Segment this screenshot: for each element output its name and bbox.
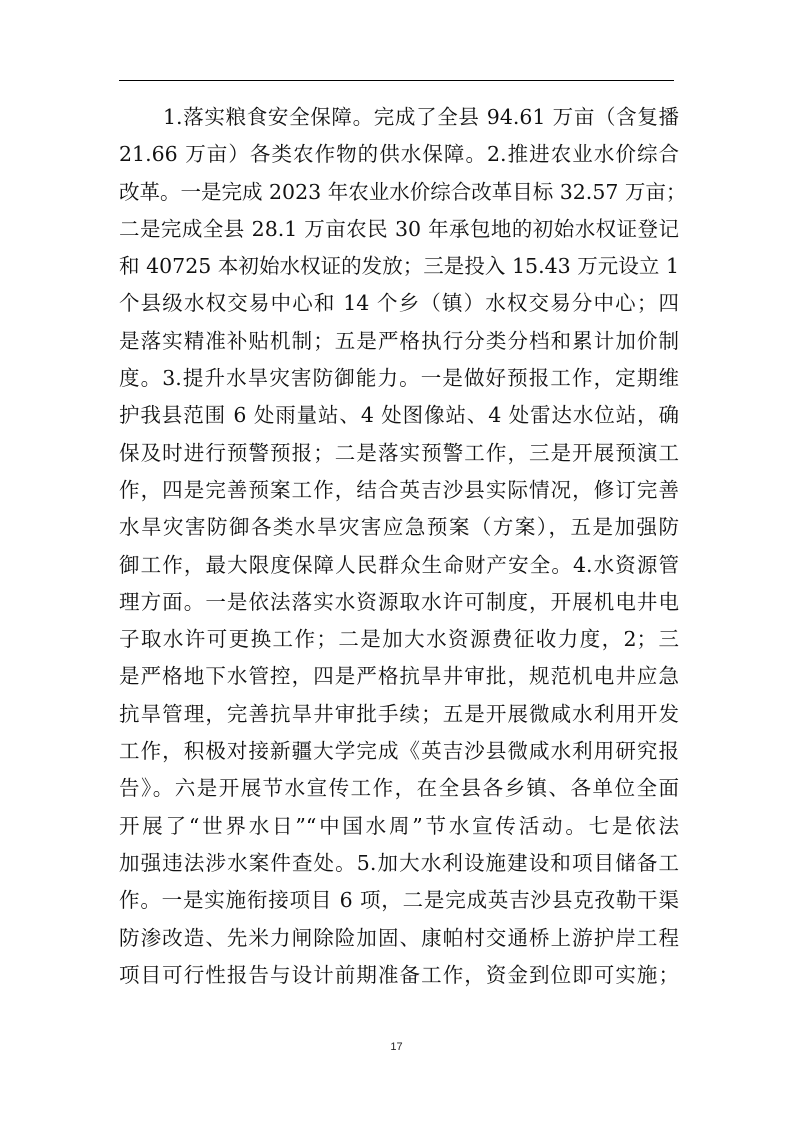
text-line: 个县级水权交易中心和 14 个乡（镇）水权交易分中心；四 [119,291,679,316]
text-line: 加强违法涉水案件查处。5.加大水利设施建设和项目储备工 [119,850,679,875]
text-line: 1.落实粮食安全保障。完成了全县 94.61 万亩（含复播 [163,105,679,129]
text-line: 抗旱管理，完善抗旱井审批手续；五是开展微咸水利用开发 [119,701,679,726]
text-line: 开展了“世界水日”“中国水周”节水宣传活动。七是依法 [119,813,679,838]
text-line: 是严格地下水管控，四是严格抗旱井审批，规范机电井应急 [119,664,679,689]
body-text [119,99,687,994]
text-line: 理方面。一是依法落实水资源取水许可制度，开展机电井电 [119,589,679,614]
page-number: 17 [390,1041,403,1053]
text-line: 作。一是实施衔接项目 6 项，二是完成英吉沙县克孜勒干渠 [119,888,679,913]
text-line: 御工作，最大限度保障人民群众生命财产安全。4.水资源管 [119,552,679,577]
text-line: 防渗改造、先米力闸除险加固、康帕村交通桥上游护岸工程 [119,925,679,950]
text-line: 改革。一是完成 2023 年农业水价综合改革目标 32.57 万亩； [119,179,687,204]
header-rule [119,80,674,81]
text-line: 保及时进行预警预报；二是落实预警工作，三是开展预演工 [119,440,679,465]
text-line: 项目可行性报告与设计前期准备工作，资金到位即可实施； [119,962,679,987]
text-line: 告》。六是开展节水宣传工作，在全县各乡镇、各单位全面 [119,776,679,801]
text-line: 二是完成全县 28.1 万亩农民 30 年承包地的初始水权证登记 [119,216,679,241]
text-line: 工作，积极对接新疆大学完成《英吉沙县微咸水利用研究报 [119,739,679,764]
text-line: 21.66 万亩）各类农作物的供水保障。2.推进农业水价综合 [119,142,679,167]
text-line: 和 40725 本初始水权证的发放；三是投入 15.43 万元设立 1 [119,254,679,279]
text-line: 子取水许可更换工作；二是加大水资源费征收力度，2；三 [119,627,679,652]
text-line: 水旱灾害防御各类水旱灾害应急预案（方案），五是加强防 [119,515,679,540]
text-line: 作，四是完善预案工作，结合英吉沙县实际情况，修订完善 [119,477,679,502]
text-line: 度。3.提升水旱灾害防御能力。一是做好预报工作，定期维 [119,366,679,391]
text-line: 护我县范围 6 处雨量站、4 处图像站、4 处雷达水位站，确 [119,403,679,428]
text-line: 是落实精准补贴机制；五是严格执行分类分档和累计加价制 [119,328,679,353]
